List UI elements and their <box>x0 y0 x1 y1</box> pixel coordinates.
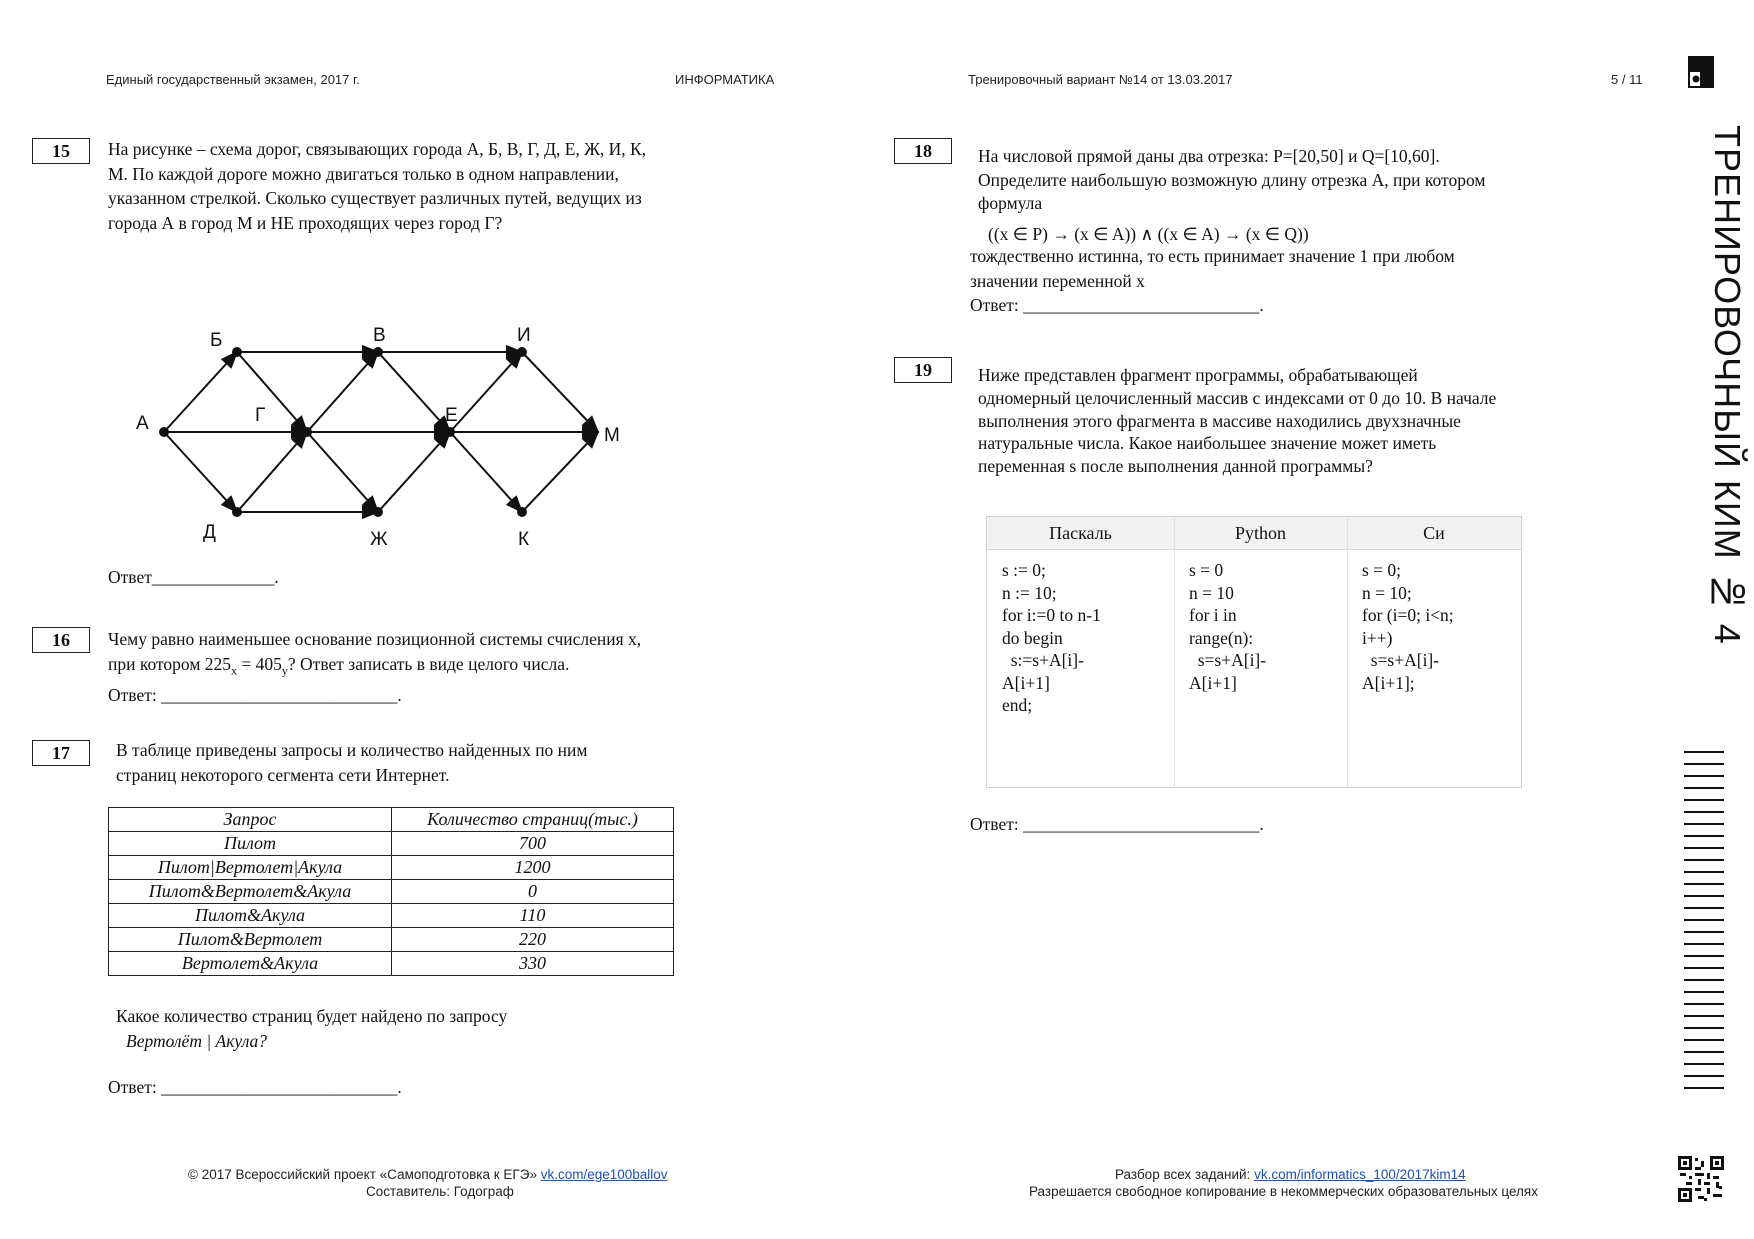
edge-i-m <box>522 352 598 432</box>
edge-d-g <box>237 432 307 512</box>
edge-a-d <box>164 432 237 512</box>
footer-right <box>1115 1167 1466 1182</box>
code-pascal: s := 0; n := 10; for i:=0 to n-1 do begin s:=s+A[i]- A[i+1] end; <box>1002 560 1101 715</box>
footer-license: Разрешается свободное копирование в некоммерческих образовательных целях <box>1029 1184 1538 1199</box>
task-number-19: 19 <box>894 357 952 383</box>
q16-text <box>108 627 641 707</box>
label-a: А <box>136 413 149 434</box>
edge-v-e <box>378 352 450 432</box>
edge-e-i <box>450 352 522 432</box>
q16-line: Чему равно наименьшее основание позиционной системы счисления x, <box>108 629 642 649</box>
node-i <box>517 347 527 357</box>
q15-line: города А в город М и НЕ проходящих через город Г? <box>108 212 503 233</box>
footer-link-ege100ballov[interactable]: vk.com/ege100ballov <box>540 1167 668 1182</box>
edge-g-zh <box>307 432 378 512</box>
q18-answer[interactable]: Ответ: ___________________________. <box>970 295 1264 315</box>
q18-text <box>978 145 1485 216</box>
q17-line: страниц некоторого сегмента сети Интернет. <box>116 764 450 785</box>
label-e: Е <box>445 405 458 426</box>
label-d: Д <box>203 522 216 543</box>
task-number-16: 16 <box>32 627 90 653</box>
footer-author: Составитель: Годограф <box>366 1184 514 1199</box>
label-zh: Ж <box>370 529 388 550</box>
table-row: Пилот 700 <box>109 832 674 856</box>
header-page-number: 5 / 11 <box>1611 72 1643 87</box>
road-graph <box>0 0 700 600</box>
code-header-pascal: Паскаль <box>1049 523 1112 543</box>
header-variant: Тренировочный вариант №14 от 13.03.2017 <box>968 72 1233 87</box>
footer-copyright: © 2017 Всероссийский проект «Самоподготовка к ЕГЭ» <box>188 1167 541 1182</box>
edge-zh-e <box>378 432 450 512</box>
footer-left <box>188 1167 668 1182</box>
label-g: Г <box>255 405 266 426</box>
q17-text <box>116 738 587 787</box>
q18-line: значении переменной х <box>970 270 1145 291</box>
q19-line: переменная s после выполнения данной программы? <box>978 456 1373 477</box>
side-barcode-icon <box>1682 750 1726 1092</box>
task-number-18: 18 <box>894 138 952 164</box>
qr-code-icon <box>1678 1156 1724 1202</box>
q17-question <box>116 1004 507 1053</box>
corner-mark-icon <box>1688 56 1714 88</box>
q19-line: натуральные числа. Какое наибольшее значение может иметь <box>978 433 1437 454</box>
label-k: К <box>518 529 530 550</box>
code-header-python: Python <box>1234 523 1286 543</box>
footer-analysis-label: Разбор всех заданий: <box>1115 1167 1255 1182</box>
label-v: В <box>373 325 386 346</box>
label-i: И <box>517 325 531 346</box>
edge-e-k <box>450 432 522 512</box>
footer-link-informatics[interactable]: vk.com/informatics_100/2017kim14 <box>1254 1167 1466 1182</box>
task-number-15: 15 <box>32 138 90 164</box>
q16-line: при котором $225_x = 405_y$? Ответ записать в виде целого числа. <box>108 653 570 677</box>
node-b <box>232 347 242 357</box>
node-d <box>232 507 242 517</box>
q17-line: В таблице приведены запросы и количество найденных по ним <box>116 740 588 760</box>
label-m: М <box>604 425 620 446</box>
q19-answer[interactable]: Ответ: ___________________________. <box>970 814 1264 834</box>
code-c: s = 0; n = 10; for (i=0; i<n; i++) s=s+A[i]- A[i+1]; <box>1362 560 1454 693</box>
q17-query: Вертолёт | Акула? <box>126 1030 268 1051</box>
q19-line: Ниже представлен фрагмент программы, обрабатывающей <box>978 365 1418 385</box>
q18-line: тождественно истинна, то есть принимает значение 1 при любом <box>970 246 1455 266</box>
table-header: Запрос <box>109 808 392 832</box>
q15-line: указанном стрелкой. Сколько существует различных путей, ведущих из <box>108 188 642 208</box>
code-header-c: Си <box>1423 523 1445 543</box>
table-header-row <box>109 808 674 832</box>
table-header: Количество страниц(тыс.) <box>392 808 674 832</box>
q16-answer[interactable]: Ответ: ___________________________. <box>108 684 402 705</box>
node-e <box>445 427 455 437</box>
task-number-17: 17 <box>32 740 90 766</box>
q15-line: М. По каждой дороге можно двигаться только в одном направлении, <box>108 163 619 184</box>
edge-b-g <box>237 352 307 432</box>
q17-question-line: Какое количество страниц будет найдено по запросу <box>116 1006 508 1026</box>
table-row: Пилот|Вертолет|Акула 1200 <box>109 856 674 880</box>
node-zh <box>373 507 383 517</box>
q18-line: формула <box>978 193 1043 213</box>
table-row: Пилот&Вертолет 220 <box>109 928 674 952</box>
label-b: Б <box>210 330 223 351</box>
edge-g-v <box>307 352 378 432</box>
code-table <box>986 516 1522 788</box>
q18-text2 <box>970 244 1455 318</box>
query-table <box>108 807 674 976</box>
edge-k-m <box>522 432 598 512</box>
edge-a-b <box>164 352 237 432</box>
table-row: Пилот&Акула 110 <box>109 904 674 928</box>
node-a <box>159 427 169 437</box>
table-row: Пилот&Вертолет&Акула 0 <box>109 880 674 904</box>
code-python: s = 0 n = 10 for i in range(n): s=s+A[i]- A[i+1] <box>1189 560 1267 693</box>
q18-line: Определите наибольшую возможную длину отрезка А, при котором <box>978 169 1486 190</box>
node-k <box>517 507 527 517</box>
node-g <box>302 427 312 437</box>
q18-formula: ((x ∈ P) → (x ∈ A)) ∧ ((x ∈ A) → (x ∈ Q)) <box>988 224 1309 244</box>
node-v <box>373 347 383 357</box>
q19-line: выполнения этого фрагмента в массиве находились двухзначные <box>978 410 1461 431</box>
q15-line: На рисунке – схема дорог, связывающих города А, Б, В, Г, Д, Е, Ж, И, К, <box>108 139 647 159</box>
q15-answer[interactable]: Ответ______________. <box>108 567 279 587</box>
table-row: Вертолет&Акула 330 <box>109 952 674 976</box>
side-title: ТРЕНИРОВОЧНЫЙ КИМ № 4 <box>1707 125 1748 645</box>
header-subject: ИНФОРМАТИКА <box>675 72 775 87</box>
q19-text <box>978 364 1496 478</box>
header-exam-title: Единый государственный экзамен, 2017 г. <box>106 72 360 87</box>
q19-line: одномерный целочисленный массив с индексами от 0 до 10. В начале <box>978 387 1497 408</box>
q18-line: На числовой прямой даны два отрезка: P=[20,50] и Q=[10,60]. <box>978 146 1440 166</box>
q17-answer[interactable]: Ответ: ___________________________. <box>108 1077 402 1097</box>
